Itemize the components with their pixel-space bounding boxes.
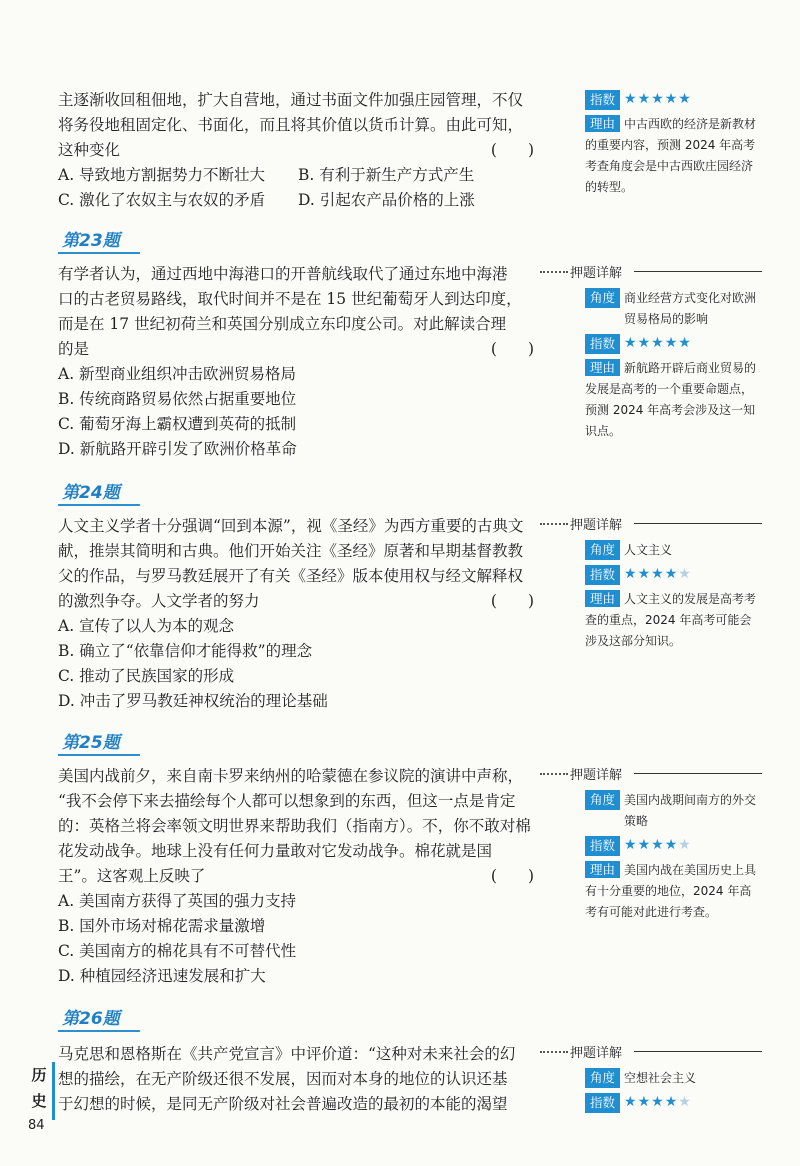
star-icon: ★ — [678, 335, 692, 351]
question-23 — [58, 262, 540, 462]
stem-line: 的是 ( ) — [58, 337, 540, 362]
reason-text: 理由 人文主义的发展是高考考查的重点，2024 年高考可能会涉及这部分知识。 — [585, 591, 757, 648]
reason-text: 理由 中古西欧的经济是新教材的重要内容，预测 2024 年高考考查角度会是中古西欧庄园经济的转型。 — [585, 116, 757, 194]
star-icon: ★ — [624, 91, 638, 107]
reason-text: 理由 美国内战在美国历史上具有十分重要的地位，2024 年高考有可能对此进行考查。 — [585, 862, 757, 919]
star-icon: ★ — [664, 335, 679, 351]
option-c: C. 葡萄牙海上霸权遭到英荷的抵制 — [58, 415, 297, 433]
angle-text: 人文主义 — [624, 543, 673, 557]
answer-blank: ( ) — [490, 592, 534, 610]
side-panel-23 — [585, 288, 760, 442]
question-24 — [58, 514, 540, 714]
index-tag: 指数 — [585, 90, 620, 110]
option-b: B. 传统商路贸易依然占据重要地位 — [58, 390, 297, 408]
stem-line: “我不会停下来去描绘每个人都可以想象到的东西，但这一点是肯定 — [58, 792, 516, 810]
angle-text: 空想社会主义 — [624, 1071, 697, 1085]
reason-text: 理由 新航路开辟后商业贸易的发展是高考的一个重要命题点，预测 2024 年高考会涉及这一知识点。 — [585, 360, 757, 438]
analysis-header-25: 押题详解 — [540, 764, 762, 784]
option-b: B. 有利于新生产方式产生 — [298, 166, 475, 184]
subject-bar — [52, 1062, 55, 1120]
star-icon: ★ — [664, 566, 679, 582]
star-icon: ★ — [624, 335, 638, 351]
option-a: A. 新型商业组织冲击欧洲贸易格局 — [58, 365, 297, 383]
index-tag: 指数 — [585, 1093, 620, 1113]
option-d: D. 种植园经济迅速发展和扩大 — [58, 967, 266, 985]
stem-line: 于幻想的时候，是同无产阶级对社会普遍改造的最初的本能的渴望 — [58, 1095, 508, 1113]
stem-line: 花发动战争。地球上没有任何力量敢对它发动战争。棉花就是国 — [58, 842, 493, 860]
option-d: D. 冲击了罗马教廷神权统治的理论基础 — [58, 692, 328, 710]
stem-line: 王”。这客观上反映了 ( ) — [58, 864, 540, 889]
option-c: C. 美国南方的棉花具有不可替代性 — [58, 942, 297, 960]
rating-stars — [624, 334, 692, 352]
star-icon: ★ — [624, 1094, 638, 1110]
index-tag: 指数 — [585, 565, 620, 585]
stem-line: 的：英格兰将会率领文明世界来帮助我们（指南方）。不，你不敢对棉 — [58, 817, 531, 835]
index-tag: 指数 — [585, 836, 620, 856]
answer-blank: ( ) — [490, 141, 534, 159]
option-a: A. 宣传了以人为本的观念 — [58, 617, 235, 635]
rating-stars — [624, 90, 692, 108]
stem-line: 而是在 17 世纪初荷兰和英国分别成立东印度公司。对此解读合理 — [58, 315, 507, 333]
option-a: A. 导致地方割据势力不断壮大 — [58, 166, 266, 184]
star-icon: ★ — [637, 335, 652, 351]
side-panel-26 — [585, 1068, 760, 1117]
star-icon: ★ — [678, 566, 692, 582]
option-b: B. 国外市场对棉花需求量激增 — [58, 917, 266, 935]
stem-line: 主逐渐收回租佃地，扩大自营地，通过书面文件加强庄园管理，不仅 — [58, 91, 524, 109]
rating-stars — [624, 565, 692, 583]
rating-stars — [624, 836, 692, 854]
star-icon: ★ — [678, 1094, 692, 1110]
stem-line: 献，推崇其简明和古典。他们开始关注《圣经》原著和早期基督教教 — [58, 542, 524, 560]
stem-line: 想的描绘，在无产阶级还很不发展，因而对本身的地位的认识还基 — [58, 1070, 508, 1088]
stem-line: 人文主义学者十分强调“回到本源”，视《圣经》为西方重要的古典文 — [58, 517, 524, 535]
question-heading-24: 第24题 — [58, 478, 140, 506]
index-tag: 指数 — [585, 334, 620, 354]
stem-line: 美国内战前夕，来自南卡罗来纳州的哈蒙德在参议院的演讲中声称， — [58, 767, 524, 785]
question-heading-25: 第25题 — [58, 728, 140, 756]
question-25 — [58, 764, 540, 989]
star-icon: ★ — [664, 91, 679, 107]
star-icon: ★ — [664, 1094, 679, 1110]
stem-line: 将务役地租固定化、书面化，而且将其价值以货币计算。由此可知， — [58, 116, 524, 134]
reason-tag: 理由 — [585, 115, 620, 132]
option-d: D. 引起农产品价格的上涨 — [298, 191, 475, 209]
stem-line: 父的作品，与罗马教廷展开了有关《圣经》版本使用权与经文解释权 — [58, 567, 524, 585]
analysis-header-24: 押题详解 — [540, 514, 762, 534]
star-icon: ★ — [651, 566, 665, 582]
option-b: B. 确立了“依靠信仰才能得救”的理念 — [58, 642, 313, 660]
question-heading-26: 第26题 — [58, 1004, 140, 1032]
star-icon: ★ — [664, 837, 679, 853]
angle-tag: 角度 — [585, 288, 620, 308]
question-26 — [58, 1042, 540, 1117]
analysis-header-23: 押题详解 — [540, 262, 762, 282]
angle-tag: 角度 — [585, 790, 620, 810]
subject-label: 历 史 — [31, 1066, 47, 1110]
angle-tag: 角度 — [585, 1068, 620, 1088]
star-icon: ★ — [651, 837, 665, 853]
reason-tag: 理由 — [585, 861, 620, 878]
star-icon: ★ — [637, 91, 652, 107]
option-a: A. 美国南方获得了英国的强力支持 — [58, 892, 297, 910]
question-22 — [58, 88, 540, 213]
star-icon: ★ — [651, 91, 665, 107]
stem-line: 这种变化 ( ) — [58, 138, 540, 163]
question-heading-23: 第23题 — [58, 226, 140, 254]
analysis-header-26: 押题详解 — [540, 1042, 762, 1062]
answer-blank: ( ) — [490, 340, 534, 358]
stem-line: 的激烈争夺。人文学者的努力 ( ) — [58, 589, 540, 614]
stem-line: 马克思和恩格斯在《共产党宣言》中评价道：“这种对未来社会的幻 — [58, 1045, 516, 1063]
star-icon: ★ — [651, 1094, 665, 1110]
stem-line: 口的古老贸易路线，取代时间并不是在 15 世纪葡萄牙人到达印度， — [58, 290, 522, 308]
page-number: 84 — [28, 1118, 45, 1133]
answer-blank: ( ) — [490, 867, 534, 885]
side-panel-24 — [585, 540, 760, 652]
stem-line: 有学者认为，通过西地中海港口的开普航线取代了通过东地中海港 — [58, 265, 508, 283]
option-c: C. 推动了民族国家的形成 — [58, 667, 235, 685]
side-panel-25 — [585, 790, 760, 923]
star-icon: ★ — [678, 837, 692, 853]
reason-tag: 理由 — [585, 590, 620, 607]
star-icon: ★ — [651, 335, 665, 351]
star-icon: ★ — [637, 837, 652, 853]
star-icon: ★ — [637, 566, 652, 582]
side-panel-22 — [585, 90, 760, 198]
star-icon: ★ — [624, 566, 638, 582]
star-icon: ★ — [637, 1094, 652, 1110]
reason-tag: 理由 — [585, 359, 620, 376]
angle-text: 商业经营方式变化对欧洲贸易格局的影响 — [624, 291, 757, 326]
option-d: D. 新航路开辟引发了欧洲价格革命 — [58, 440, 297, 458]
option-c: C. 激化了农奴主与农奴的矛盾 — [58, 191, 266, 209]
star-icon: ★ — [624, 837, 638, 853]
star-icon: ★ — [678, 91, 692, 107]
angle-tag: 角度 — [585, 540, 620, 560]
rating-stars — [624, 1093, 692, 1111]
angle-text: 美国内战期间南方的外交策略 — [624, 793, 757, 828]
